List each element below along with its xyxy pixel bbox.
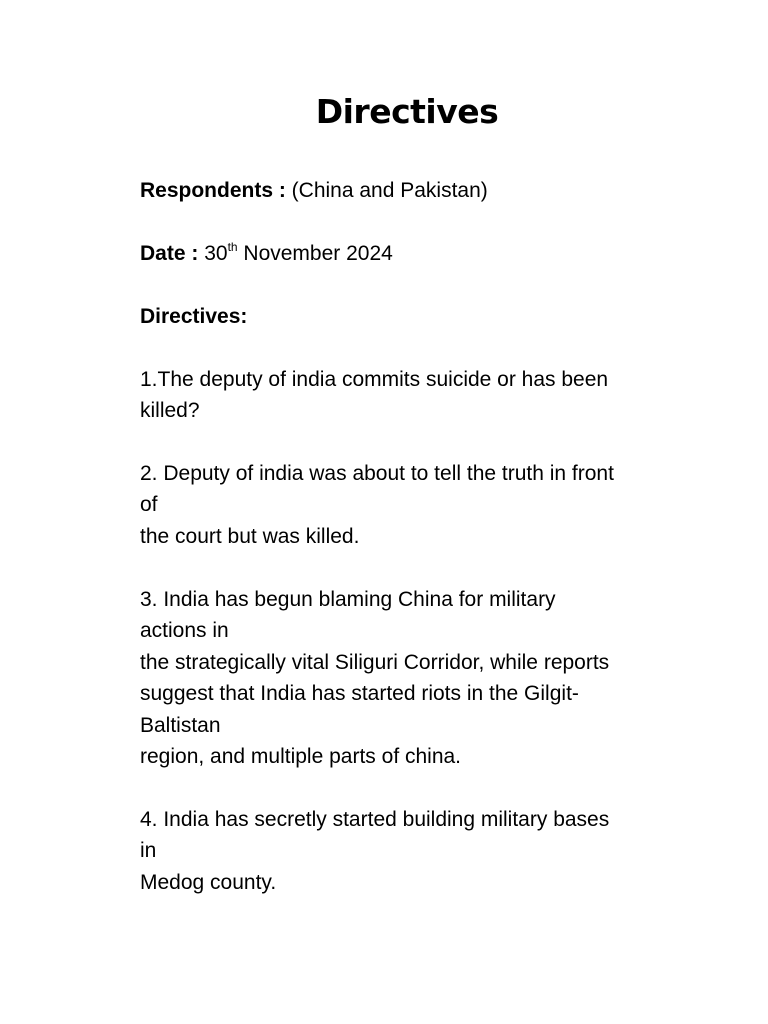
directive-line: 2. Deputy of india was about to tell the truth in front xyxy=(140,462,614,485)
date-rest: November 2024 xyxy=(237,242,393,265)
directive-item-2 xyxy=(140,458,670,552)
document-title: Directives xyxy=(315,92,499,131)
directive-line: 4. India has secretly started building military bases xyxy=(140,808,610,831)
directive-line: Medog county. xyxy=(140,870,277,894)
date-label: Date : xyxy=(140,242,199,265)
directive-item-1 xyxy=(140,364,670,427)
respondents-label: Respondents : xyxy=(140,179,286,202)
directives-heading: Directives: xyxy=(140,305,248,328)
directive-line: the court but was killed. xyxy=(140,524,360,548)
date-day: 30 xyxy=(198,242,228,265)
directive-item-4 xyxy=(140,804,670,898)
directive-line: 3. India has begun blaming China for military xyxy=(140,588,556,611)
respondents-value: (China and Pakistan) xyxy=(285,179,488,202)
directive-item-3 xyxy=(140,584,670,772)
date-line xyxy=(140,238,670,269)
directive-line: suggest that India has started riots in the Gilgit- xyxy=(140,682,579,706)
directive-line: 1.The deputy of india commits suicide or has been xyxy=(140,368,609,391)
directive-line: actions in xyxy=(140,619,229,643)
directive-line: the strategically vital Siliguri Corridor, while reports xyxy=(140,650,610,674)
directive-line: of xyxy=(140,493,158,517)
directive-line: Baltistan xyxy=(140,713,221,737)
date-day-suffix: th xyxy=(227,240,238,254)
directive-line: region, and multiple parts of china. xyxy=(140,745,462,769)
directive-line: killed? xyxy=(140,399,200,423)
respondents-line xyxy=(140,175,670,206)
directive-line: in xyxy=(140,839,157,863)
